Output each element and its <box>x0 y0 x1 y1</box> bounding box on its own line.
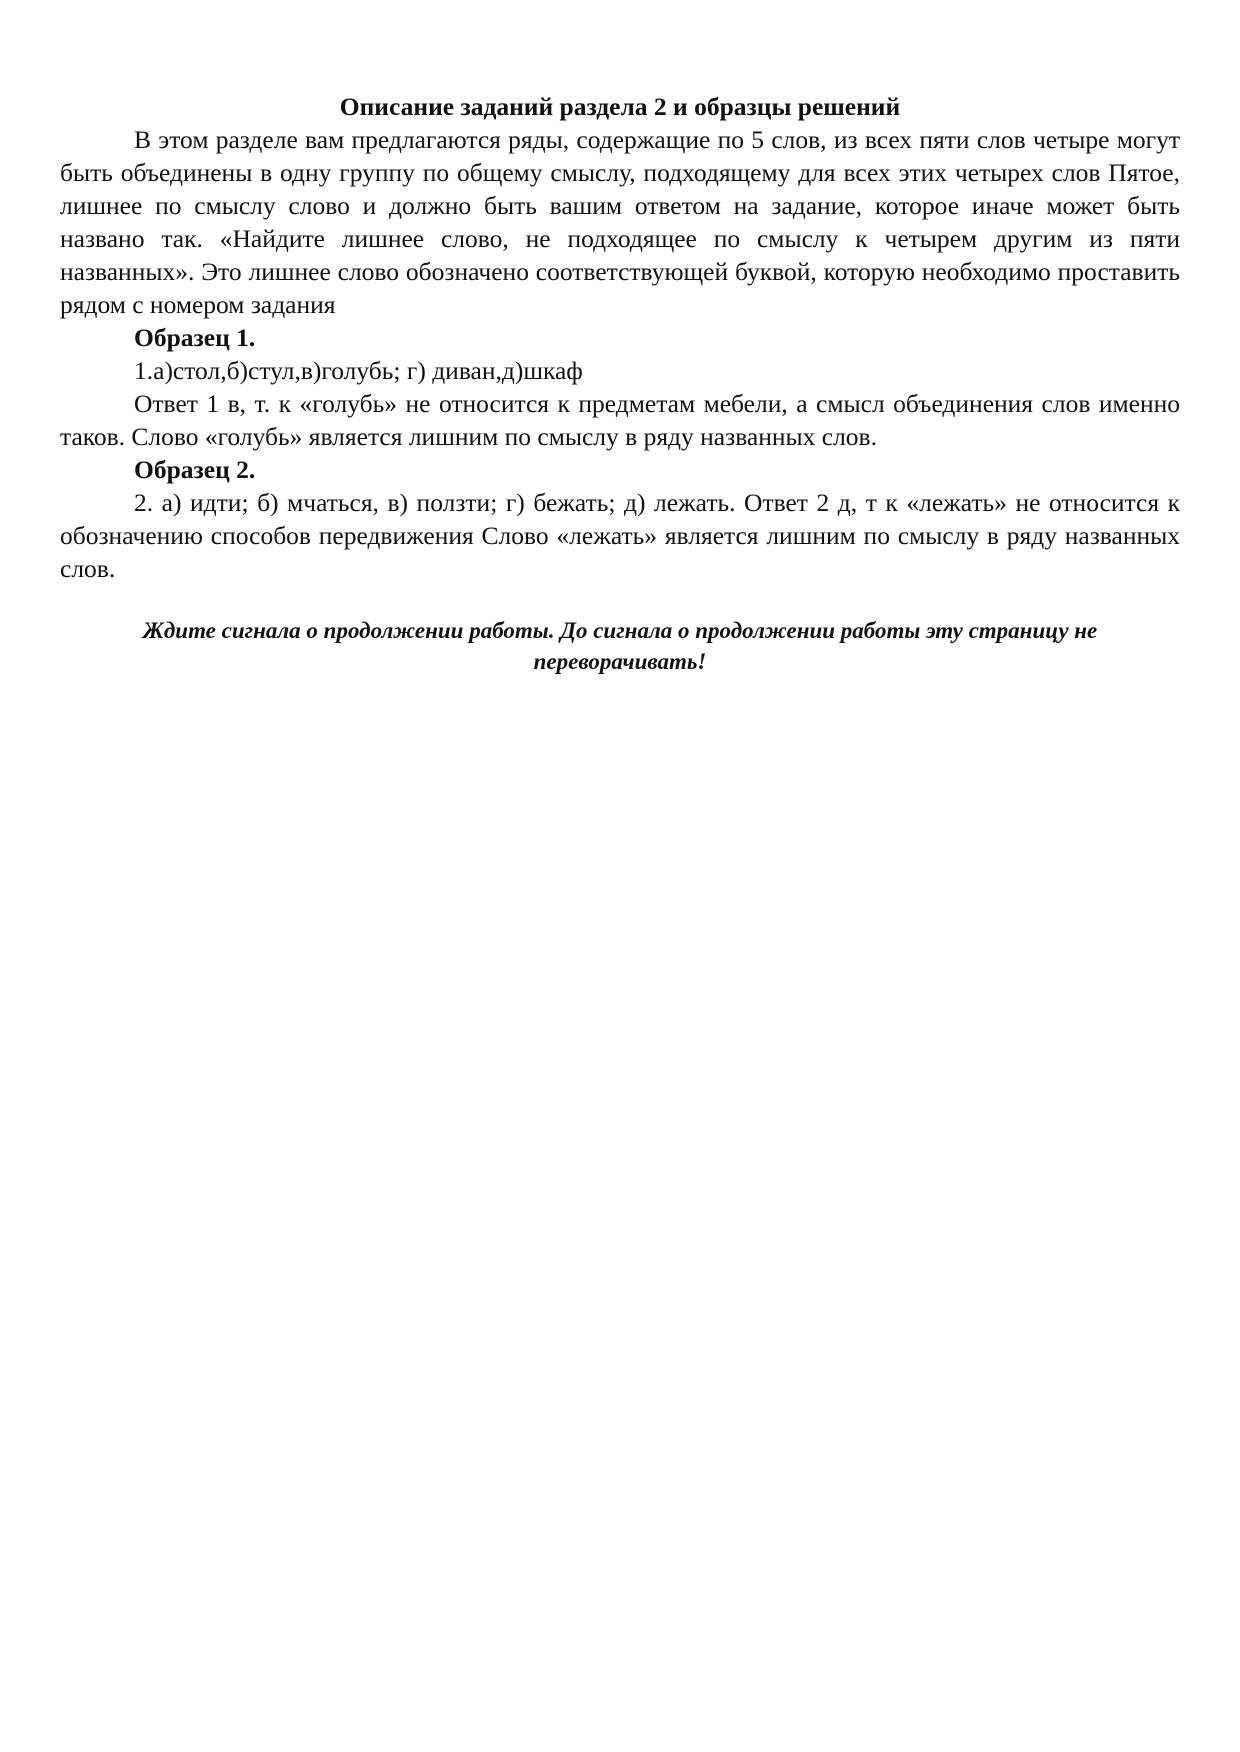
document-title: Описание заданий раздела 2 и образцы решений <box>339 92 901 121</box>
wait-signal-notice: Ждите сигнала о продолжении работы. До сигнала о продолжении работы эту страницу не переворачивать! <box>142 618 1098 674</box>
sample-1-heading: Образец 1. <box>134 323 256 352</box>
document-page <box>60 90 1180 677</box>
intro-paragraph: В этом разделе вам предлагаются ряды, содержащие по 5 слов, из всех пяти слов четыре могут быть объединены в одну группу по общему смыслу, подходящему для всех этих четырех слов Пятое, лишнее по смыслу слово и должно быть вашим ответом на задание, которое иначе может быть названо так. «Найдите лишнее слово, не подходящее по смыслу к четырем другим из пяти названных». Это лишнее слово обозначено соответствующей буквой, которую необходимо проставить рядом с номером задания <box>60 125 1180 319</box>
sample-2-heading: Образец 2. <box>134 455 256 484</box>
sample-2-text: 2. а) идти; б) мчаться, в) ползти; г) бежать; д) лежать. Ответ 2 д, т к «лежать» не относится к обозначению способов передвижения Слово «лежать» является лишним по смыслу в ряду названных слов. <box>60 488 1180 583</box>
sample-1-answer: Ответ 1 в, т. к «голубь» не относится к предметам мебели, а смысл объединения слов именно таков. Слово «голубь» является лишним по смыслу в ряду названных слов. <box>60 389 1180 451</box>
sample-1-task: 1.а)стол,б)стул,в)голубь; г) диван,д)шкаф <box>134 356 583 385</box>
